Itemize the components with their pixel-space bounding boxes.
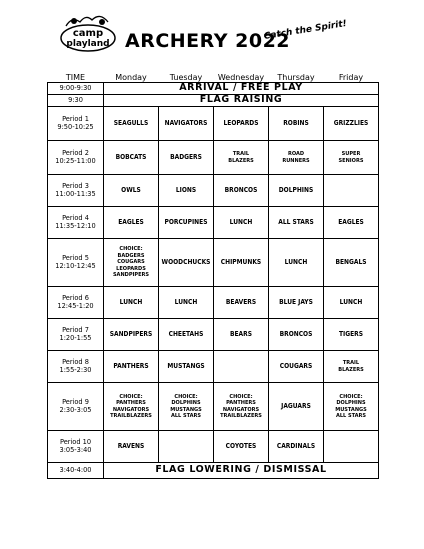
time-cell: Period 5 12:10-12:45: [48, 239, 104, 287]
table-row: [48, 351, 379, 383]
group-cell: RAVENS: [104, 431, 159, 463]
group-cell: DOLPHINS: [269, 175, 324, 207]
group-cell: CHEETAHS: [159, 319, 214, 351]
table-row: [48, 319, 379, 351]
group-cell: COUGARS: [269, 351, 324, 383]
page-title: ARCHERY 2022: [125, 30, 291, 52]
column-header-thursday: Thursday: [277, 72, 315, 82]
table-row: [48, 107, 379, 141]
time-cell: Period 6 12:45-1:20: [48, 287, 104, 319]
group-cell: LUNCH: [159, 287, 214, 319]
header-row: [48, 72, 379, 83]
group-cell: BENGALS: [324, 239, 379, 287]
group-cell: SEAGULLS: [104, 107, 159, 141]
table-row: [48, 383, 379, 431]
time-cell: Period 2 10:25-11:00: [48, 141, 104, 175]
table-row: [48, 287, 379, 319]
group-cell: BEARS: [214, 319, 269, 351]
svg-text:playland: playland: [66, 39, 110, 49]
group-cell: WOODCHUCKS: [159, 239, 214, 287]
group-cell: BLUE JAYS: [269, 287, 324, 319]
group-cell: CHOICE: DOLPHINS MUSTANGS ALL STARS: [159, 383, 214, 431]
group-cell: CHOICE: BADGERS COUGARS LEOPARDS SANDPIPERS: [104, 239, 159, 287]
group-cell: LUNCH: [269, 239, 324, 287]
group-cell: BADGERS: [159, 141, 214, 175]
event-span-cell: ARRIVAL / FREE PLAY: [104, 83, 379, 95]
time-cell: Period 7 1:20-1:55: [48, 319, 104, 351]
group-cell: EAGLES: [324, 207, 379, 239]
group-cell: [324, 175, 379, 207]
group-cell: BOBCATS: [104, 141, 159, 175]
column-header-monday: Monday: [115, 72, 147, 82]
group-cell: [159, 431, 214, 463]
time-cell: Period 1 9:50-10:25: [48, 107, 104, 141]
time-cell: Period 8 1:55-2:30: [48, 351, 104, 383]
table-row: [48, 175, 379, 207]
group-cell: [214, 351, 269, 383]
table-row: [48, 207, 379, 239]
group-cell: COYOTES: [214, 431, 269, 463]
group-cell: PORCUPINES: [159, 207, 214, 239]
group-cell: LUNCH: [324, 287, 379, 319]
group-cell: ROBINS: [269, 107, 324, 141]
table-row: [48, 239, 379, 287]
time-cell: 3:40-4:00: [48, 463, 104, 479]
event-span-cell: FLAG RAISING: [104, 95, 379, 107]
group-cell: EAGLES: [104, 207, 159, 239]
time-cell: Period 4 11:35-12:10: [48, 207, 104, 239]
time-cell: Period 9 2:30-3:05: [48, 383, 104, 431]
tagline: Catch the Spirit!: [263, 18, 348, 42]
time-cell: Period 10 3:05-3:40: [48, 431, 104, 463]
table-row: [48, 463, 379, 479]
group-cell: LEOPARDS: [214, 107, 269, 141]
table-row: [48, 431, 379, 463]
group-cell: CARDINALS: [269, 431, 324, 463]
schedule-table: [47, 72, 379, 479]
group-cell: SUPER SENIORS: [324, 141, 379, 175]
camp-playland-logo: [58, 12, 118, 56]
group-cell: TIGERS: [324, 319, 379, 351]
group-cell: JAGUARS: [269, 383, 324, 431]
time-cell: Period 3 11:00-11:35: [48, 175, 104, 207]
group-cell: OWLS: [104, 175, 159, 207]
group-cell: TRAIL BLAZERS: [214, 141, 269, 175]
svg-text:camp: camp: [72, 28, 104, 39]
column-header-time: TIME: [65, 72, 86, 82]
time-cell: 9:00-9:30: [48, 83, 104, 95]
group-cell: NAVIGATORS: [159, 107, 214, 141]
table-row: [48, 141, 379, 175]
group-cell: CHOICE: PANTHERS NAVIGATORS TRAILBLAZERS: [104, 383, 159, 431]
table-row: [48, 95, 379, 107]
page-header: [0, 0, 424, 72]
group-cell: CHIPMUNKS: [214, 239, 269, 287]
group-cell: BRONCOS: [269, 319, 324, 351]
group-cell: LUNCH: [214, 207, 269, 239]
group-cell: TRAIL BLAZERS: [324, 351, 379, 383]
table-row: [48, 83, 379, 95]
group-cell: ROAD RUNNERS: [269, 141, 324, 175]
group-cell: BRONCOS: [214, 175, 269, 207]
group-cell: GRIZZLIES: [324, 107, 379, 141]
event-span-cell: FLAG LOWERING / DISMISSAL: [104, 463, 379, 479]
time-cell: 9:30: [48, 95, 104, 107]
column-header-tuesday: Tuesday: [169, 72, 203, 82]
group-cell: MUSTANGS: [159, 351, 214, 383]
group-cell: LIONS: [159, 175, 214, 207]
group-cell: LUNCH: [104, 287, 159, 319]
group-cell: BEAVERS: [214, 287, 269, 319]
column-header-wednesday: Wednesday: [217, 72, 265, 82]
group-cell: CHOICE: PANTHERS NAVIGATORS TRAILBLAZERS: [214, 383, 269, 431]
group-cell: [324, 431, 379, 463]
group-cell: PANTHERS: [104, 351, 159, 383]
column-header-friday: Friday: [338, 72, 364, 82]
group-cell: CHOICE: DOLPHINS MUSTANGS ALL STARS: [324, 383, 379, 431]
group-cell: SANDPIPERS: [104, 319, 159, 351]
group-cell: ALL STARS: [269, 207, 324, 239]
